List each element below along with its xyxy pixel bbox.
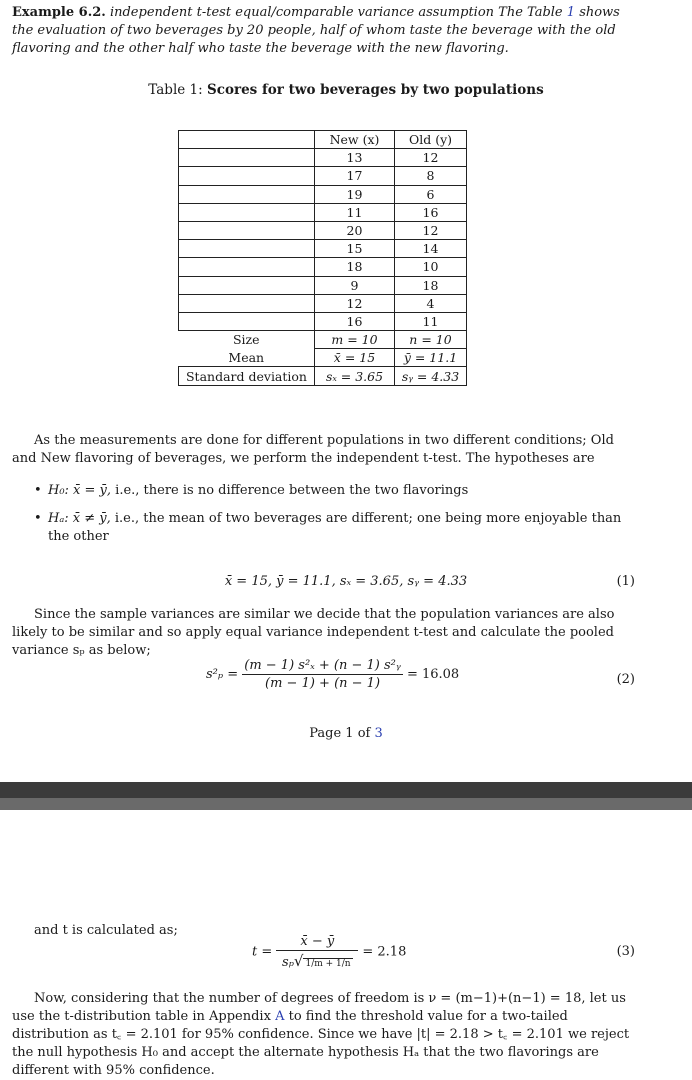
stat-row — [179, 367, 467, 385]
stat-new: m = 10 — [315, 331, 395, 349]
stat-old: ȳ = 11.1 — [395, 349, 467, 367]
row-label-cell — [179, 221, 315, 239]
equation-3-lhs: t = — [252, 944, 273, 960]
header-label-cell — [179, 131, 315, 149]
cell-old: 4 — [395, 294, 467, 312]
sqrt-icon: √ — [293, 952, 304, 970]
scores-table — [178, 130, 467, 386]
row-label-cell — [179, 203, 315, 221]
cell-new: 16 — [315, 312, 395, 330]
null-hypothesis-text: i.e., there is no difference between the two flavorings — [111, 483, 469, 498]
table-row — [179, 294, 467, 312]
bullet-null-hypothesis — [34, 482, 636, 500]
table-header-row — [179, 131, 467, 149]
equation-2 — [206, 658, 466, 691]
cell-old: 18 — [395, 276, 467, 294]
table-row — [179, 149, 467, 167]
equation-2-lhs: s²ₚ = — [206, 667, 239, 682]
equation-3-rhs: = 2.18 — [362, 944, 407, 960]
cell-old: 8 — [395, 167, 467, 185]
paragraph-pooled-variance: Since the sample variances are similar we decide that the population variances are also likely to be similar and so apply equal variance independent t-test and calculate the pooled variance sₚ as below; — [12, 607, 615, 658]
cell-old: 11 — [395, 312, 467, 330]
equation-2-numerator: (m − 1) s²ₓ + (n − 1) s²ᵧ — [244, 658, 401, 673]
stat-new: sₓ = 3.65 — [315, 367, 395, 385]
cell-old: 16 — [395, 203, 467, 221]
table-row — [179, 185, 467, 203]
equation-2-rhs: = 16.08 — [406, 667, 460, 682]
caption-title: Scores for two beverages by two populations — [206, 82, 544, 98]
paragraph-conclusion — [12, 990, 636, 1080]
table-row — [179, 312, 467, 330]
equation-1-number: (1) — [616, 574, 635, 589]
cell-new: 17 — [315, 167, 395, 185]
row-label-cell — [179, 185, 315, 203]
cell-old: 12 — [395, 149, 467, 167]
table-row — [179, 276, 467, 294]
page-footer — [0, 726, 692, 741]
cell-old: 6 — [395, 185, 467, 203]
bullet-alt-hypothesis — [34, 510, 636, 546]
stat-new: x̄ = 15 — [315, 349, 395, 367]
paragraph-hypothesis-intro: As the measurements are done for different populations in two different conditions; Old and New flavoring of beverages, we perform the independent t-test. The hypotheses are — [12, 433, 614, 466]
page-separator-shadow — [0, 798, 692, 810]
alt-hypothesis: Hₐ: x̄ ≠ ȳ, — [48, 511, 111, 526]
equation-1-body: x̄ = 15, ȳ = 11.1, sₓ = 3.65, sᵧ = 4.33 — [224, 574, 468, 589]
cell-new: 20 — [315, 221, 395, 239]
stat-old: sᵧ = 4.33 — [395, 367, 467, 385]
cell-new: 15 — [315, 240, 395, 258]
equation-2-fraction — [242, 658, 403, 691]
equation-3-numerator: x̄ − ȳ — [276, 934, 358, 951]
row-label-cell — [179, 240, 315, 258]
stat-old: n = 10 — [395, 331, 467, 349]
header-new: New (x) — [315, 131, 395, 149]
table-caption — [0, 82, 692, 98]
row-label-cell — [179, 294, 315, 312]
example-label: Example 6.2. — [12, 5, 106, 20]
table-row — [179, 221, 467, 239]
stat-row — [179, 349, 467, 367]
cell-new: 18 — [315, 258, 395, 276]
equation-3-root: 1/m + 1/n — [305, 959, 351, 969]
table-ref-link[interactable]: 1 — [566, 5, 576, 20]
cell-new: 19 — [315, 185, 395, 203]
example-text-b: shows the evaluation of two beverages by 20 people, half of whom taste the beverage with the old flavoring and the other half who taste the beverage with the new flavoring. — [12, 5, 620, 56]
cell-new: 9 — [315, 276, 395, 294]
cell-new: 11 — [315, 203, 395, 221]
conclusion-text-a: Now, considering that the number of degrees of freedom is ν = (m−1)+(n−1) = 18, let us use the t-distribution table in Appendix — [12, 991, 626, 1024]
page-total-link[interactable]: 3 — [374, 726, 383, 741]
cell-old: 14 — [395, 240, 467, 258]
equation-3-denominator — [276, 951, 358, 970]
table-row — [179, 258, 467, 276]
page-separator — [0, 782, 692, 798]
alt-hypothesis-text: i.e., the mean of two beverages are different; one being more enjoyable than the other — [48, 511, 622, 544]
row-label-cell — [179, 167, 315, 185]
cell-old: 12 — [395, 221, 467, 239]
stat-label: Standard deviation — [179, 367, 315, 385]
paragraph-t-intro: and t is calculated as; — [34, 923, 178, 938]
example-intro — [12, 4, 636, 58]
table-row — [179, 240, 467, 258]
equation-3-sp: sₚ — [282, 955, 294, 970]
row-label-cell — [179, 149, 315, 167]
row-label-cell — [179, 312, 315, 330]
table-row — [179, 167, 467, 185]
conclusion-text-b: to find the threshold value for a two-tailed distribution as t꜀ = 2.101 for 95% confidence. Since we have |t| = 2.18 > t꜀ = 2.101 we reject the null hypothesis H₀ and accept the alternate hypothesis Hₐ that the two flavorings are different with 95% confidence. — [12, 1009, 630, 1078]
example-text-a: independent t-test equal/comparable variance assumption The Table — [109, 5, 563, 20]
bullet-icon: • — [34, 511, 42, 526]
cell-new: 12 — [315, 294, 395, 312]
cell-old: 10 — [395, 258, 467, 276]
equation-1 — [0, 574, 692, 589]
stat-label: Size — [179, 331, 315, 349]
page-label: Page 1 of — [309, 726, 371, 741]
equation-3-number: (3) — [616, 944, 635, 959]
cell-new: 13 — [315, 149, 395, 167]
stat-row — [179, 331, 467, 349]
null-hypothesis: H₀: x̄ = ȳ, — [48, 483, 112, 498]
row-label-cell — [179, 276, 315, 294]
stat-label: Mean — [179, 349, 315, 367]
equation-2-denominator: (m − 1) + (n − 1) — [265, 676, 381, 691]
header-old: Old (y) — [395, 131, 467, 149]
equation-3 — [252, 934, 406, 970]
equation-3-fraction — [276, 934, 358, 970]
row-label-cell — [179, 258, 315, 276]
table-row — [179, 203, 467, 221]
caption-prefix: Table 1: — [148, 82, 203, 98]
bullet-icon: • — [34, 483, 42, 498]
equation-2-number: (2) — [616, 672, 635, 687]
appendix-link[interactable]: A — [275, 1009, 285, 1024]
